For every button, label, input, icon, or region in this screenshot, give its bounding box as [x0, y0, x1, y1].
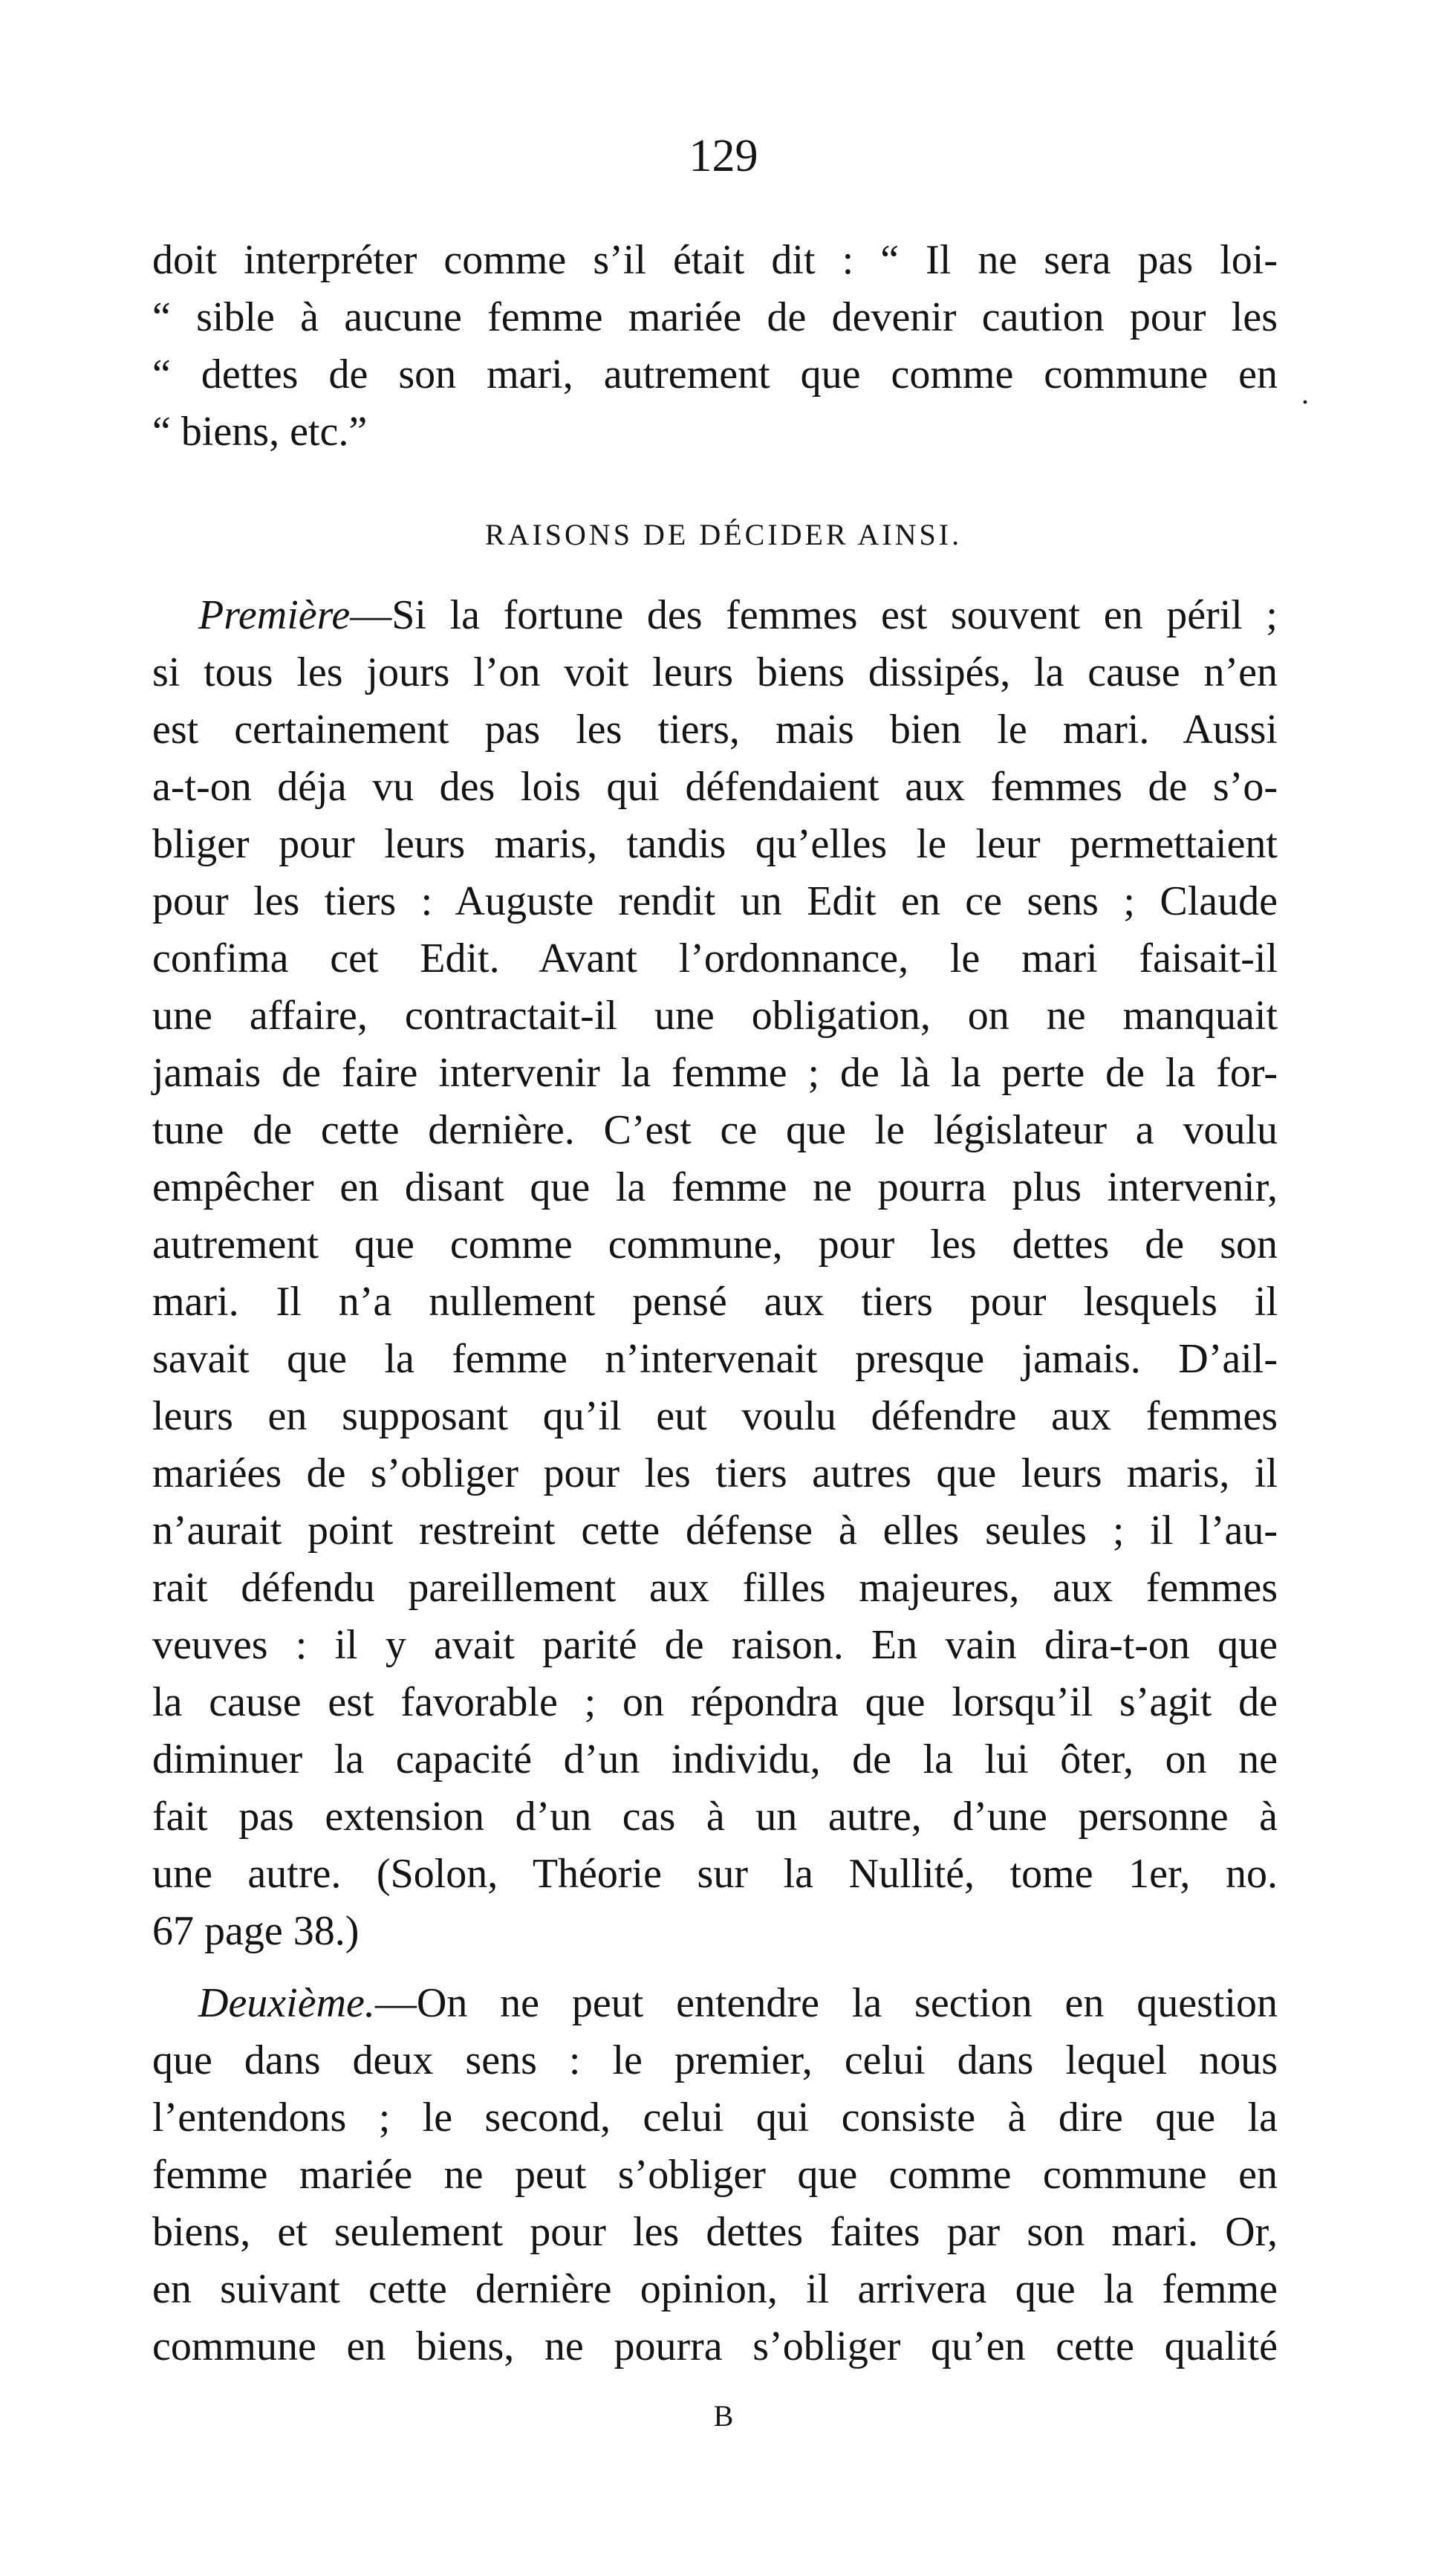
text-line: est certainement pas les tiers, mais bien le mari. Aussi [152, 707, 1278, 753]
paragraph-premiere [152, 587, 1278, 1960]
text-line: l’entendons ; le second, celui qui consiste à dire que la [152, 2095, 1278, 2141]
text-line: leurs en supposant qu’il eut voulu défendre aux femmes [152, 1393, 1278, 1439]
text-line: n’aurait point restreint cette défense à elles seules ; il l’au- [152, 1508, 1278, 1554]
text-line: jamais de faire intervenir la femme ; de là la perte de la for- [152, 1050, 1278, 1096]
text-line: en suivant cette dernière opinion, il arrivera que la femme [152, 2266, 1278, 2312]
text-line: diminuer la capacité d’un individu, de la lui ôter, on ne [152, 1736, 1278, 1782]
text-line: “ biens, etc.” [152, 409, 368, 455]
text-line: fait pas extension d’un cas à un autre, d’une personne à [152, 1794, 1278, 1840]
text-line: bliger pour leurs maris, tandis qu’elles le leur permettaient [152, 821, 1278, 867]
text-line: une affaire, contractait-il une obligation, on ne manquait [152, 993, 1278, 1039]
section-heading: RAISONS DE DÉCIDER AINSI. [484, 518, 963, 551]
page-number: 129 [689, 131, 758, 181]
text-line: 67 page 38.) [152, 1908, 360, 1954]
text-line: “ dettes de son mari, autrement que comme commune en [152, 351, 1278, 398]
top-paragraph [152, 232, 1278, 461]
text-line: “ sible à aucune femme mariée de devenir caution pour les [152, 294, 1278, 340]
text-line: femme mariée ne peut s’obliger que comme commune en [152, 2152, 1278, 2198]
stray-print-mark: . [1301, 377, 1309, 410]
text-line: tune de cette dernière. C’est ce que le législateur a voulu [152, 1107, 1278, 1153]
text-line: rait défendu pareillement aux filles majeures, aux femmes [152, 1565, 1278, 1611]
text-line: savait que la femme n’intervenait presque jamais. D’ail- [152, 1336, 1278, 1382]
text-line: autrement que comme commune, pour les dettes de son [152, 1222, 1278, 1268]
text-line: commune en biens, ne pourra s’obliger qu’en cette qualité [152, 2323, 1278, 2369]
paragraph-lead: Deuxième. [198, 1980, 375, 2026]
text-line-rest: —On ne peut entendre la section en question [374, 1980, 1278, 2026]
text-line: pour les tiers : Auguste rendit un Edit en ce sens ; Claude [152, 878, 1278, 924]
text-line: doit interpréter comme s’il était dit : “ Il ne sera pas loi- [152, 237, 1278, 283]
text-line: une autre. (Solon, Théorie sur la Nullité, tome 1er, no. [152, 1851, 1278, 1897]
text-line [152, 587, 1278, 644]
text-line: empêcher en disant que la femme ne pourra plus intervenir, [152, 1164, 1278, 1210]
text-line: que dans deux sens : le premier, celui dans lequel nous [152, 2037, 1278, 2083]
text-line: biens, et seulement pour les dettes faites par son mari. Or, [152, 2209, 1278, 2255]
text-line: confima cet Edit. Avant l’ordonnance, le mari faisait-il [152, 935, 1278, 982]
signature-mark: B [713, 2399, 734, 2433]
text-line: mari. Il n’a nullement pensé aux tiers pour lesquels il [152, 1279, 1278, 1325]
paragraph-lead: Première [198, 592, 351, 638]
text-line: si tous les jours l’on voit leurs biens dissipés, la cause n’en [152, 649, 1278, 695]
text-line-rest: —Si la fortune des femmes est souvent en péril ; [350, 592, 1278, 638]
text-line [152, 1975, 1278, 2032]
text-line: la cause est favorable ; on répondra que lorsqu’il s’agit de [152, 1679, 1278, 1725]
text-line: mariées de s’obliger pour les tiers autres que leurs maris, il [152, 1450, 1278, 1496]
text-line: veuves : il y avait parité de raison. En vain dira-t-on que [152, 1622, 1278, 1668]
text-line: a-t-on déja vu des lois qui défendaient aux femmes de s’o- [152, 764, 1278, 810]
paragraph-deuxieme [152, 1975, 1278, 2375]
